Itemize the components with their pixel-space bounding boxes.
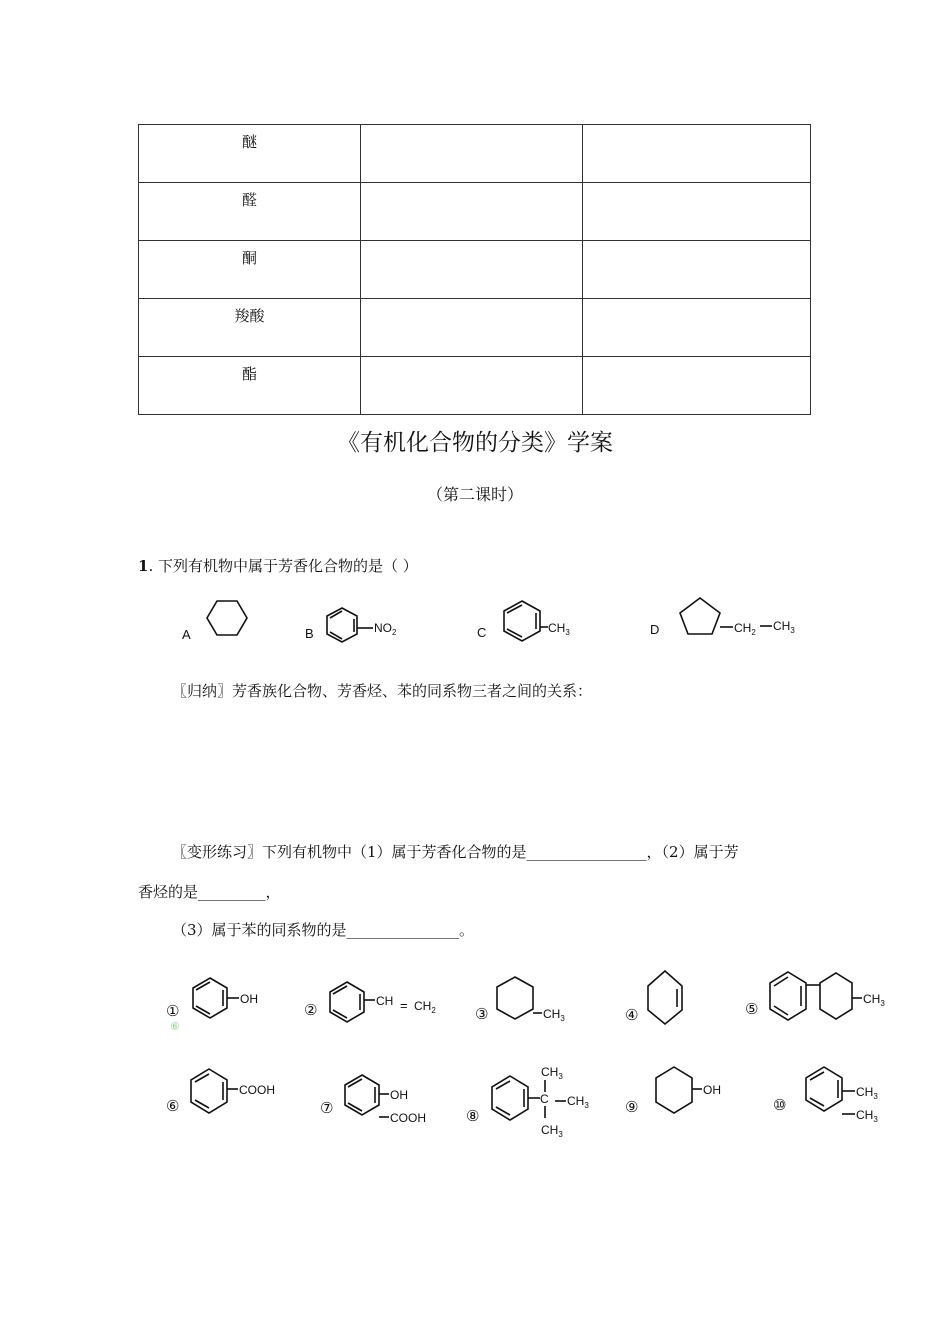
- cyclohexane-ring: [820, 973, 852, 1019]
- molecule-10: [773, 1067, 878, 1124]
- molecule-7: [320, 1075, 426, 1125]
- practice-line-1: 〖变形练习〗下列有机物中（1）属于芳香化合物的是________________，（2）属于芳: [172, 843, 739, 861]
- methyl-group-2: $CH_3$: [856, 1108, 878, 1124]
- methyl-group: $CH_3$: [773, 619, 795, 635]
- benzene-ring: [345, 1075, 379, 1115]
- molecule-number: ⑧: [466, 1108, 480, 1125]
- methylene-group: $CH_2$: [734, 621, 756, 637]
- molecule-number: ⑥: [166, 1098, 180, 1115]
- cyclopentane-ring: [680, 598, 720, 634]
- cyclohexane-ring: [207, 601, 247, 635]
- methylene-group: $CH_2$: [414, 999, 436, 1015]
- quaternary-carbon: C: [540, 1092, 549, 1106]
- hydroxyl-group: OH: [703, 1083, 721, 1097]
- nitro-group: $NO_2$: [374, 621, 397, 637]
- methyl-group-bottom: $CH_3$: [541, 1123, 563, 1139]
- molecule-5: [745, 972, 885, 1020]
- molecule-4: [625, 971, 682, 1024]
- molecule-8: [466, 1065, 589, 1139]
- molecule-number: ⑩: [773, 1097, 787, 1114]
- benzene-ring: [504, 601, 540, 641]
- molecule-number: ②: [304, 1002, 318, 1019]
- question-number: 1: [138, 557, 149, 575]
- carboxyl-group: COOH: [239, 1083, 275, 1097]
- hydroxyl-group: OH: [390, 1088, 408, 1102]
- molecule-number: ④: [625, 1007, 639, 1024]
- table-cell-name: 羧酸: [139, 299, 361, 357]
- molecule-3: [475, 977, 565, 1023]
- methyl-group-right: $CH_3$: [567, 1094, 589, 1110]
- practice-line-3: （3）属于苯的同系物的是_______________。: [172, 921, 475, 939]
- table-cell-name: 醚: [139, 125, 361, 183]
- molecule-1: [166, 978, 258, 1033]
- table-cell-name: 酯: [139, 357, 361, 415]
- methyl-group: $CH_3$: [548, 621, 570, 637]
- benzene-ring: [191, 1069, 227, 1113]
- methyl-group-top: $CH_3$: [541, 1065, 563, 1081]
- molecule-number: ⑦: [320, 1100, 334, 1117]
- option-label: C: [477, 625, 487, 640]
- benzene-ring: [330, 982, 364, 1022]
- question-number-sep: .: [148, 557, 154, 575]
- option-c: [477, 601, 570, 641]
- benzene-ring: [806, 1067, 842, 1111]
- table-cell-name: 酮: [139, 241, 361, 299]
- benzene-ring: [327, 608, 357, 642]
- benzene-ring: [492, 1076, 528, 1120]
- methyl-group-1: $CH_3$: [856, 1085, 878, 1101]
- molecule-number-ghost: ⑥: [170, 1021, 180, 1033]
- carboxyl-group: COOH: [390, 1111, 426, 1125]
- cyclohexane-ring: [497, 977, 533, 1019]
- vinyl-ch-group: CH: [376, 994, 394, 1008]
- methyl-group: $CH_3$: [543, 1007, 565, 1023]
- molecule-9: [625, 1067, 721, 1116]
- molecule-6: [166, 1069, 275, 1115]
- page-subtitle: （第二课时）: [426, 485, 523, 504]
- practice-line-2: 香烃的是_________，: [138, 883, 281, 901]
- hydroxyl-group: OH: [240, 992, 258, 1006]
- option-label: B: [305, 626, 314, 641]
- page-title: 《有机化合物的分类》学案: [337, 430, 613, 456]
- option-d: [650, 598, 795, 637]
- methyl-group: $CH_3$: [863, 992, 885, 1008]
- molecule-number: ⑨: [625, 1099, 639, 1116]
- option-label: D: [650, 622, 660, 637]
- molecule-2: [304, 982, 436, 1022]
- question-text: 下列有机物中属于芳香化合物的是（ ）: [158, 557, 418, 575]
- molecule-number: ⑤: [745, 1001, 759, 1018]
- option-b: [305, 608, 397, 642]
- table-cell-name: 醛: [139, 183, 361, 241]
- cyclohexane-ring: [656, 1067, 692, 1113]
- molecule-number: ①: [166, 1003, 180, 1020]
- benzene-ring: [193, 978, 227, 1018]
- molecule-number: ③: [475, 1006, 489, 1023]
- double-bond: =: [400, 998, 408, 1013]
- summary-text: 〖归纳〗芳香族化合物、芳香烃、苯的同系物三者之间的关系：: [172, 682, 593, 700]
- option-a: [182, 601, 247, 642]
- option-label: A: [182, 627, 191, 642]
